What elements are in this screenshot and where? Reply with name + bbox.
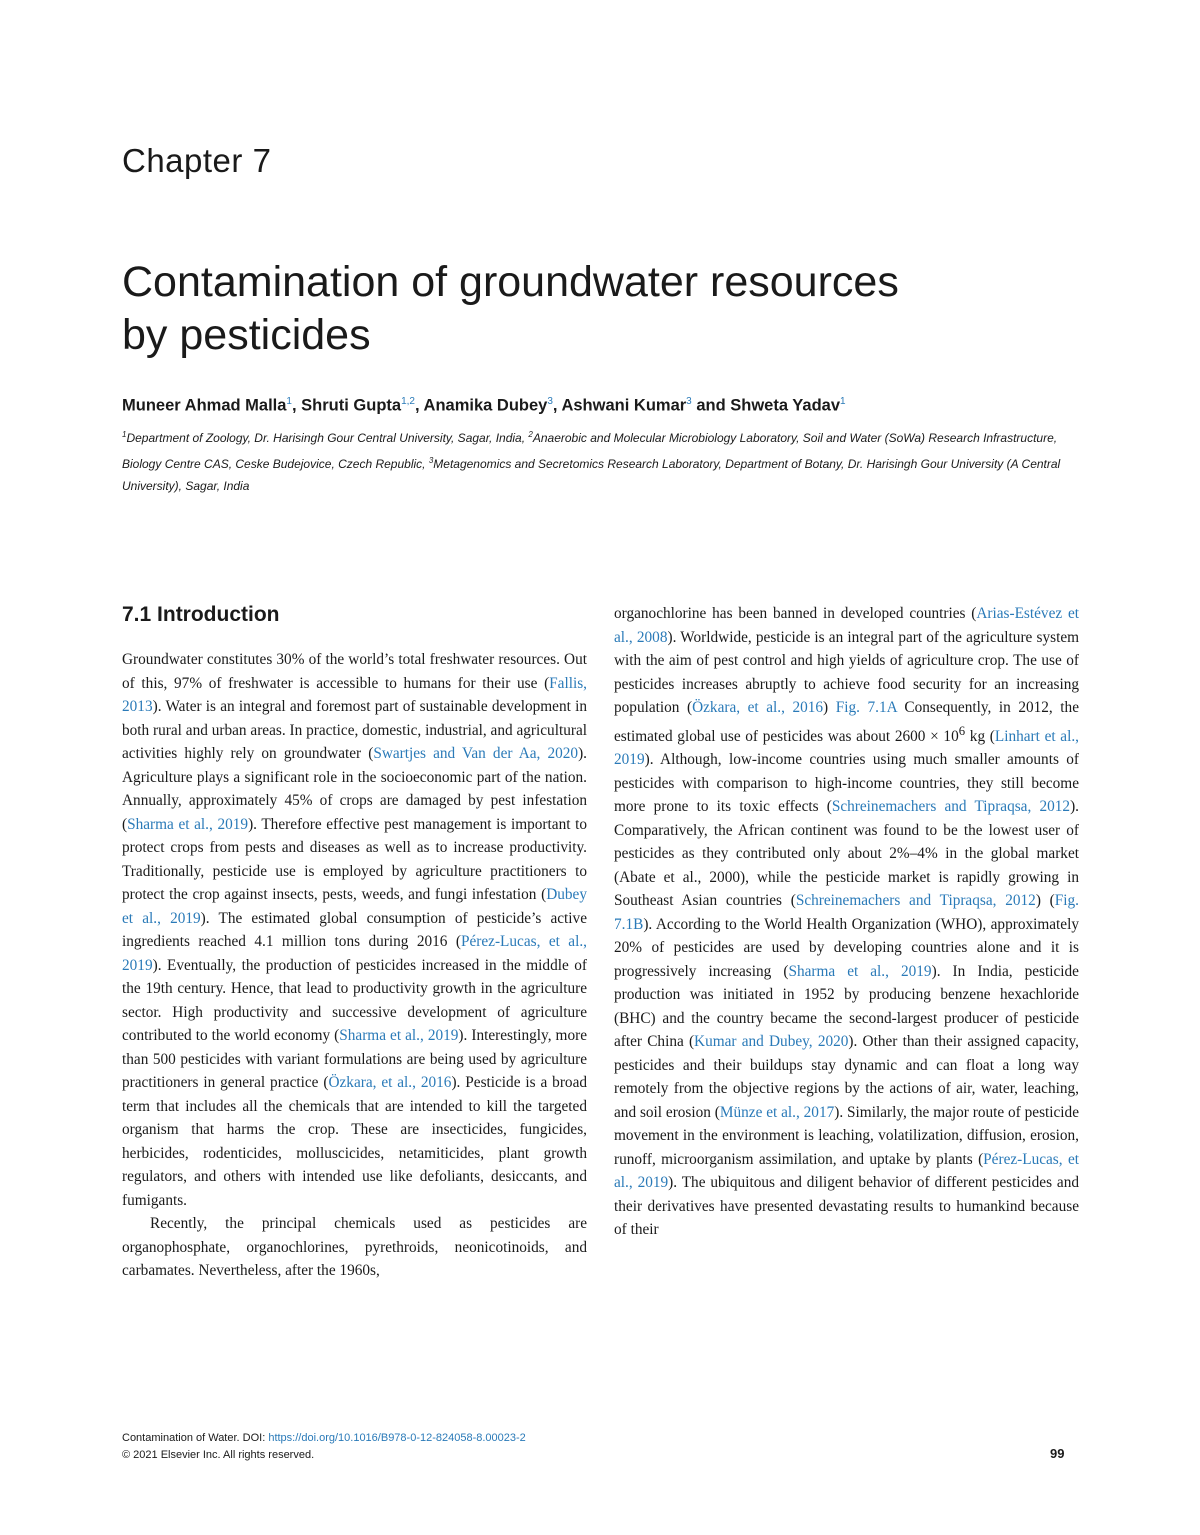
- citation-link[interactable]: Fallis, 2013: [122, 674, 587, 715]
- author-name: Muneer Ahmad Malla: [122, 396, 287, 415]
- section-heading: 7.1 Introduction: [122, 603, 280, 626]
- paragraph: Groundwater constitutes 30% of the world’s total freshwater resources. Out of this, 97% of freshwater is accessible to humans for their use (Fallis, 2013). Water is an integral and foremost part of sustainable development in both rural and urban areas. In practice, domestic, industrial, and agricultural activities highly rely on groundwater (Swartjes and Van der Aa, 2020). Agriculture plays a significant role in the socioeconomic part of the nation. Annually, approximately 45% of crops are damaged by pest infestation (Sharma et al., 2019). Therefore effective pest management is important to protect crops from pests and diseases as well as to increase productivity. Traditionally, pesticide use is employed by agriculture practitioners to protect the crop against insects, pests, weeds, and fungi infestation (Dubey et al., 2019). The estimated global consumption of pesticide’s active ingredients reached 4.1 million tons during 2016 (Pérez-Lucas, et al., 2019). Eventually, the production of pesticides increased in the middle of the 19th century. Hence, that lead to productivity growth in the agriculture sector. High productivity and successive development of agriculture contributed to the world economy (Sharma et al., 2019). Interestingly, more than 500 pesticides with variant formulations are being used by agriculture practitioners in general practice (Özkara, et al., 2016). Pesticide is a broad term that includes all the chemicals that are intended to kill the targeted organism that harms the crop. These are insecticides, fungicides, herbicides, rodenticides, molluscicides, netamiticides, plant growth regulators, and others with intended use like defoliants, desiccants, and fumigants.: [122, 651, 588, 1209]
- citation-link[interactable]: Münze et al., 2017: [719, 1103, 835, 1121]
- citation-link[interactable]: Özkara, et al., 2016: [328, 1074, 452, 1091]
- affiliations: $^1$Department of Zoology, Dr. Harisingh Gour Central University, Sagar, India, $^2$Anaerobic and Molecular Microbiology Laboratory, Soil and Water (SoWa) Research Infrastructure, Biology Centre CAS, Ceske Budejovice, Czech Republic, $^3$Metagenomics and Secretomics Research Laboratory, Department of Botany, Dr. Harisingh Gour University (A Central University), Sagar, India: [122, 430, 1061, 493]
- citation-link[interactable]: Dubey et al., 2019: [122, 886, 587, 927]
- affiliation-3: Metagenomics and Secretomics Research Laboratory, Department of Botany, Dr. Harisingh Gour University (A Central University), Sagar, India: [122, 456, 1061, 493]
- citation-link[interactable]: Pérez-Lucas, et al., 2019: [122, 933, 587, 974]
- affiliation-2: Anaerobic and Molecular Microbiology Laboratory, Soil and Water (SoWa) Research Infrastructure, Biology Centre CAS, Ceske Budejovice, Czech Republic,: [122, 431, 1058, 471]
- author-name: Anamika Dubey: [423, 396, 548, 415]
- author-list: Muneer Ahmad Malla$^1$, Shruti Gupta$^{1,2}$, Anamika Dubey$^3$, Ashwani Kumar$^3$ and Shweta Yadav$^1$: [122, 396, 846, 415]
- author-affiliation-mark[interactable]: 1,2: [401, 396, 415, 407]
- citation-link[interactable]: Sharma et al., 2019: [127, 815, 249, 833]
- citation-link[interactable]: Fig. 7.1A: [835, 699, 897, 716]
- citation-link[interactable]: Sharma et al., 2019: [788, 962, 932, 980]
- author-affiliation-mark[interactable]: 1: [840, 396, 846, 407]
- citation-link[interactable]: Arias-Estévez et al., 2008: [614, 605, 1080, 646]
- citation-link[interactable]: Özkara, et al., 2016: [692, 699, 824, 716]
- copyright-notice: © 2021 Elsevier Inc. All rights reserved.: [122, 1449, 315, 1461]
- chapter-title-line1: Contamination of groundwater resources: [122, 258, 899, 306]
- citation-link[interactable]: Kumar and Dubey, 2020: [694, 1033, 849, 1051]
- left-column: [122, 600, 587, 1283]
- author-affiliation-mark[interactable]: 1: [286, 396, 292, 407]
- author-affiliation-mark[interactable]: 3: [686, 396, 692, 407]
- citation-link[interactable]: Schreinemachers and Tipraqsa, 2012: [831, 798, 1071, 816]
- citation-link[interactable]: Sharma et al., 2019: [339, 1027, 459, 1044]
- chapter-title-line2: by pesticides: [122, 311, 371, 359]
- citation-link[interactable]: Swartjes and Van der Aa, 2020: [373, 745, 579, 762]
- right-column: [614, 602, 1079, 1242]
- paragraph: organochlorine has been banned in developed countries (Arias-Estévez et al., 2008). Worldwide, pesticide is an integral part of the agriculture system with the aim of pest control and high yields of agriculture crop. The use of pesticides increases abruptly to achieve food security for an increasing population (Özkara, et al., 2016) Fig. 7.1A Consequently, in 2012, the estimated global use of pesticides was about $2600 \times 10^6$ kg (Linhart et al., 2019). Although, low-income countries using much smaller amounts of pesticides with comparison to high-income countries, they still become more prone to its toxic effects (Schreinemachers and Tipraqsa, 2012). Comparatively, the African continent was found to be the lowest user of pesticides as they contributed only about 2%–4% in the global market (Abate et al., 2000), while the pesticide market is rapidly growing in Southeast Asian countries (Schreinemachers and Tipraqsa, 2012) (Fig. 7.1B). According to the World Health Organization (WHO), approximately 20% of pesticides are used by developing countries alone and it is progressively increasing (Sharma et al., 2019). In India, pesticide production was initiated in 1952 by producing benzene hexachloride (BHC) and the country became the second-largest producer of pesticide after China (Kumar and Dubey, 2020). Other than their assigned capacity, pesticides and their buildups stay dynamic and can float a long way remotely from the objective regions by the actions of air, water, leaching, and soil erosion (Münze et al., 2017). Similarly, the major route of pesticide movement in the environment is leaching, volatilization, diffusion, erosion, runoff, microorganism assimilation, and uptake by plants (Pérez-Lucas, et al., 2019). The ubiquitous and diligent behavior of different pesticides and their derivatives have presented devastating results to humankind because of their: [614, 605, 1080, 1239]
- chapter-title: [122, 256, 1102, 362]
- citation-link[interactable]: Linhart et al., 2019: [614, 727, 1079, 769]
- page-number: 99: [1050, 1446, 1065, 1461]
- citation-link[interactable]: Pérez-Lucas, et al., 2019: [614, 1150, 1079, 1192]
- citation-link[interactable]: Fig. 7.1B: [614, 892, 1080, 933]
- author-name: Ashwani Kumar: [561, 396, 687, 415]
- page-footer: [122, 1430, 526, 1464]
- author-name: Shweta Yadav: [730, 396, 841, 415]
- doi-link[interactable]: https://doi.org/10.1016/B978-0-12-824058-8.00023-2: [268, 1432, 526, 1444]
- affiliation-1: Department of Zoology, Dr. Harisingh Gour Central University, Sagar, India,: [126, 431, 529, 445]
- doi-prefix: Contamination of Water. DOI:: [122, 1432, 269, 1444]
- paragraph: Recently, the principal chemicals used as pesticides are organophosphate, organochlorines, pyrethroids, neonicotinoids, and carbamates. Nevertheless, after the 1960s,: [122, 1215, 587, 1279]
- chapter-label: Chapter 7: [122, 142, 272, 179]
- superscript: 6: [958, 723, 966, 738]
- citation-link[interactable]: Schreinemachers and Tipraqsa, 2012: [795, 892, 1036, 910]
- author-affiliation-mark[interactable]: 3: [547, 396, 553, 407]
- author-name: Shruti Gupta: [301, 396, 402, 415]
